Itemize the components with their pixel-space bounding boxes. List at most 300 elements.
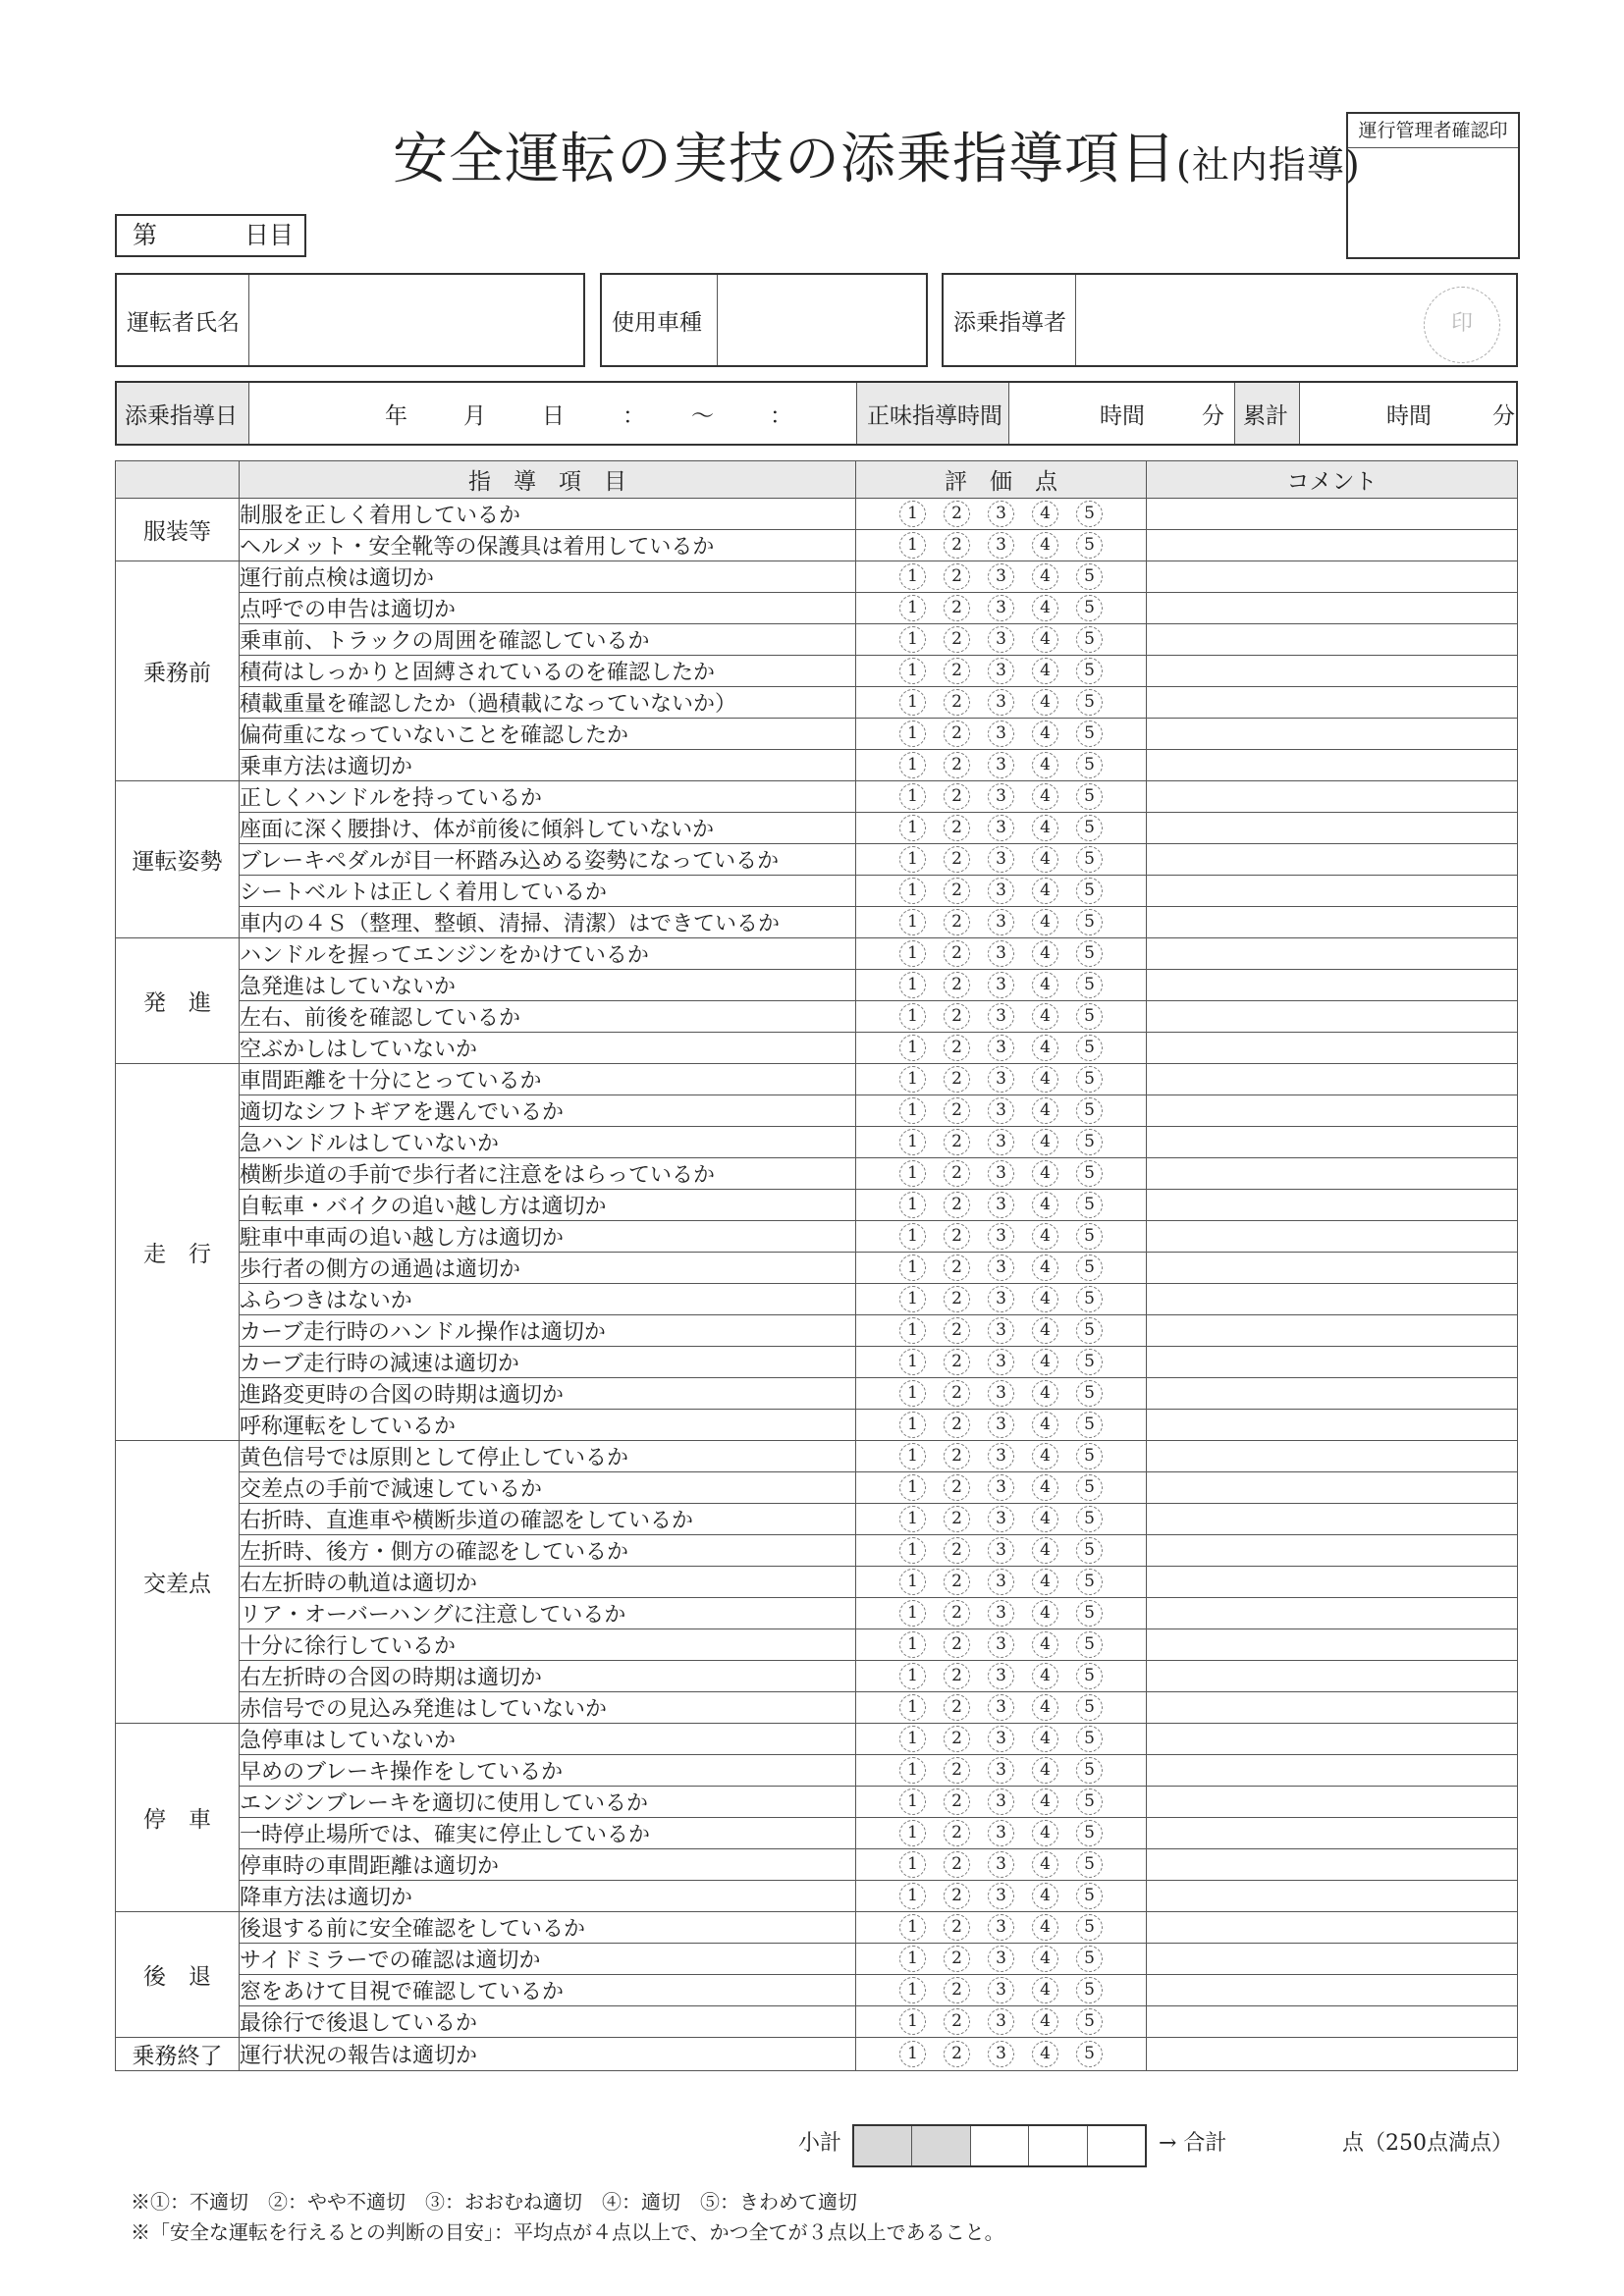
score-option-1[interactable]: 1 bbox=[899, 721, 926, 747]
score-option-3[interactable]: 3 bbox=[988, 689, 1014, 716]
score-option-5[interactable]: 5 bbox=[1076, 940, 1103, 967]
score-option-1[interactable]: 1 bbox=[899, 1506, 926, 1532]
score-option-4[interactable]: 4 bbox=[1032, 815, 1058, 841]
score-option-3[interactable]: 3 bbox=[988, 1506, 1014, 1532]
comment-cell[interactable] bbox=[1147, 1661, 1518, 1692]
score-option-2[interactable]: 2 bbox=[944, 2008, 970, 2035]
comment-cell[interactable] bbox=[1147, 561, 1518, 593]
comment-cell[interactable] bbox=[1147, 1944, 1518, 1975]
score-option-2[interactable]: 2 bbox=[944, 940, 970, 967]
score-option-4[interactable]: 4 bbox=[1032, 1160, 1058, 1187]
score-option-4[interactable]: 4 bbox=[1032, 1789, 1058, 1815]
score-option-3[interactable]: 3 bbox=[988, 532, 1014, 559]
score-option-1[interactable]: 1 bbox=[899, 563, 926, 590]
score-option-1[interactable]: 1 bbox=[899, 1977, 926, 2003]
score-option-2[interactable]: 2 bbox=[944, 1694, 970, 1721]
score-option-1[interactable]: 1 bbox=[899, 1097, 926, 1124]
score-option-2[interactable]: 2 bbox=[944, 1443, 970, 1469]
score-option-1[interactable]: 1 bbox=[899, 1946, 926, 1972]
score-option-5[interactable]: 5 bbox=[1076, 1255, 1103, 1281]
comment-cell[interactable] bbox=[1147, 1849, 1518, 1881]
score-option-3[interactable]: 3 bbox=[988, 1977, 1014, 2003]
score-option-3[interactable]: 3 bbox=[988, 1474, 1014, 1501]
score-option-1[interactable]: 1 bbox=[899, 532, 926, 559]
score-option-2[interactable]: 2 bbox=[944, 1192, 970, 1218]
score-option-1[interactable]: 1 bbox=[899, 1789, 926, 1815]
score-option-3[interactable]: 3 bbox=[988, 1600, 1014, 1627]
score-option-2[interactable]: 2 bbox=[944, 1914, 970, 1941]
score-option-5[interactable]: 5 bbox=[1076, 783, 1103, 810]
score-option-2[interactable]: 2 bbox=[944, 1066, 970, 1093]
comment-cell[interactable] bbox=[1147, 813, 1518, 844]
score-option-1[interactable]: 1 bbox=[899, 1412, 926, 1438]
comment-cell[interactable] bbox=[1147, 719, 1518, 750]
score-option-4[interactable]: 4 bbox=[1032, 1443, 1058, 1469]
score-option-3[interactable]: 3 bbox=[988, 1003, 1014, 1030]
score-option-1[interactable]: 1 bbox=[899, 1726, 926, 1752]
score-option-1[interactable]: 1 bbox=[899, 1160, 926, 1187]
score-option-1[interactable]: 1 bbox=[899, 1286, 926, 1312]
score-option-3[interactable]: 3 bbox=[988, 1789, 1014, 1815]
score-option-2[interactable]: 2 bbox=[944, 689, 970, 716]
score-option-3[interactable]: 3 bbox=[988, 815, 1014, 841]
comment-cell[interactable] bbox=[1147, 1912, 1518, 1944]
score-option-5[interactable]: 5 bbox=[1076, 1160, 1103, 1187]
score-option-3[interactable]: 3 bbox=[988, 2041, 1014, 2067]
score-option-3[interactable]: 3 bbox=[988, 878, 1014, 904]
comment-cell[interactable] bbox=[1147, 499, 1518, 530]
score-option-5[interactable]: 5 bbox=[1076, 2008, 1103, 2035]
driver-name-input[interactable] bbox=[249, 275, 583, 365]
score-option-5[interactable]: 5 bbox=[1076, 752, 1103, 778]
score-option-5[interactable]: 5 bbox=[1076, 1349, 1103, 1375]
comment-cell[interactable] bbox=[1147, 1472, 1518, 1504]
score-option-2[interactable]: 2 bbox=[944, 1977, 970, 2003]
score-option-1[interactable]: 1 bbox=[899, 1914, 926, 1941]
score-option-4[interactable]: 4 bbox=[1032, 1255, 1058, 1281]
comment-cell[interactable] bbox=[1147, 1755, 1518, 1787]
subtotal-cell-2[interactable] bbox=[912, 2126, 970, 2165]
score-option-1[interactable]: 1 bbox=[899, 1129, 926, 1155]
score-option-1[interactable]: 1 bbox=[899, 1757, 926, 1784]
score-option-1[interactable]: 1 bbox=[899, 1255, 926, 1281]
comment-cell[interactable] bbox=[1147, 1033, 1518, 1064]
score-option-4[interactable]: 4 bbox=[1032, 972, 1058, 998]
score-option-1[interactable]: 1 bbox=[899, 1443, 926, 1469]
score-option-4[interactable]: 4 bbox=[1032, 1349, 1058, 1375]
vehicle-type-field[interactable] bbox=[600, 273, 928, 367]
net-time-input[interactable] bbox=[1009, 383, 1235, 444]
score-option-2[interactable]: 2 bbox=[944, 1035, 970, 1061]
score-option-3[interactable]: 3 bbox=[988, 1286, 1014, 1312]
score-option-3[interactable]: 3 bbox=[988, 1349, 1014, 1375]
score-option-1[interactable]: 1 bbox=[899, 1883, 926, 1909]
score-option-3[interactable]: 3 bbox=[988, 501, 1014, 527]
score-option-3[interactable]: 3 bbox=[988, 1883, 1014, 1909]
score-option-2[interactable]: 2 bbox=[944, 846, 970, 873]
comment-cell[interactable] bbox=[1147, 1001, 1518, 1033]
score-option-5[interactable]: 5 bbox=[1076, 1946, 1103, 1972]
score-option-3[interactable]: 3 bbox=[988, 909, 1014, 935]
score-option-4[interactable]: 4 bbox=[1032, 721, 1058, 747]
score-option-4[interactable]: 4 bbox=[1032, 1035, 1058, 1061]
score-option-2[interactable]: 2 bbox=[944, 1412, 970, 1438]
score-option-1[interactable]: 1 bbox=[899, 1663, 926, 1689]
score-option-5[interactable]: 5 bbox=[1076, 846, 1103, 873]
score-option-2[interactable]: 2 bbox=[944, 1569, 970, 1595]
subtotal-cell-5[interactable] bbox=[1088, 2126, 1145, 2165]
score-option-2[interactable]: 2 bbox=[944, 563, 970, 590]
score-option-2[interactable]: 2 bbox=[944, 595, 970, 621]
score-option-4[interactable]: 4 bbox=[1032, 1223, 1058, 1250]
score-option-2[interactable]: 2 bbox=[944, 1946, 970, 1972]
score-option-4[interactable]: 4 bbox=[1032, 1600, 1058, 1627]
score-option-5[interactable]: 5 bbox=[1076, 815, 1103, 841]
score-option-3[interactable]: 3 bbox=[988, 1066, 1014, 1093]
comment-cell[interactable] bbox=[1147, 687, 1518, 719]
score-option-3[interactable]: 3 bbox=[988, 1443, 1014, 1469]
manager-confirm-box[interactable] bbox=[1346, 112, 1520, 259]
score-option-5[interactable]: 5 bbox=[1076, 595, 1103, 621]
comment-cell[interactable] bbox=[1147, 1190, 1518, 1221]
score-option-5[interactable]: 5 bbox=[1076, 1443, 1103, 1469]
score-option-2[interactable]: 2 bbox=[944, 1883, 970, 1909]
score-option-4[interactable]: 4 bbox=[1032, 1851, 1058, 1878]
score-option-1[interactable]: 1 bbox=[899, 1600, 926, 1627]
score-option-3[interactable]: 3 bbox=[988, 563, 1014, 590]
cumulative-input[interactable] bbox=[1300, 383, 1516, 444]
score-option-3[interactable]: 3 bbox=[988, 1914, 1014, 1941]
comment-cell[interactable] bbox=[1147, 938, 1518, 970]
score-option-5[interactable]: 5 bbox=[1076, 1694, 1103, 1721]
score-option-5[interactable]: 5 bbox=[1076, 1192, 1103, 1218]
score-option-4[interactable]: 4 bbox=[1032, 595, 1058, 621]
score-option-4[interactable]: 4 bbox=[1032, 1506, 1058, 1532]
score-option-5[interactable]: 5 bbox=[1076, 1035, 1103, 1061]
subtotal-cell-1[interactable] bbox=[854, 2126, 912, 2165]
comment-cell[interactable] bbox=[1147, 656, 1518, 687]
score-option-3[interactable]: 3 bbox=[988, 658, 1014, 684]
score-option-5[interactable]: 5 bbox=[1076, 563, 1103, 590]
score-option-4[interactable]: 4 bbox=[1032, 783, 1058, 810]
score-option-5[interactable]: 5 bbox=[1076, 1789, 1103, 1815]
score-option-1[interactable]: 1 bbox=[899, 1631, 926, 1658]
score-option-5[interactable]: 5 bbox=[1076, 626, 1103, 653]
score-option-2[interactable]: 2 bbox=[944, 721, 970, 747]
score-option-4[interactable]: 4 bbox=[1032, 1663, 1058, 1689]
score-option-5[interactable]: 5 bbox=[1076, 1631, 1103, 1658]
score-option-2[interactable]: 2 bbox=[944, 1255, 970, 1281]
score-option-3[interactable]: 3 bbox=[988, 1820, 1014, 1846]
score-option-2[interactable]: 2 bbox=[944, 972, 970, 998]
score-option-2[interactable]: 2 bbox=[944, 752, 970, 778]
score-option-2[interactable]: 2 bbox=[944, 1757, 970, 1784]
comment-cell[interactable] bbox=[1147, 1818, 1518, 1849]
comment-cell[interactable] bbox=[1147, 1629, 1518, 1661]
score-option-3[interactable]: 3 bbox=[988, 1192, 1014, 1218]
score-option-2[interactable]: 2 bbox=[944, 626, 970, 653]
driver-name-field[interactable] bbox=[115, 273, 585, 367]
comment-cell[interactable] bbox=[1147, 844, 1518, 876]
score-option-5[interactable]: 5 bbox=[1076, 721, 1103, 747]
score-option-5[interactable]: 5 bbox=[1076, 1820, 1103, 1846]
score-option-3[interactable]: 3 bbox=[988, 1129, 1014, 1155]
score-option-4[interactable]: 4 bbox=[1032, 1066, 1058, 1093]
score-option-4[interactable]: 4 bbox=[1032, 940, 1058, 967]
score-option-5[interactable]: 5 bbox=[1076, 1412, 1103, 1438]
score-option-4[interactable]: 4 bbox=[1032, 1286, 1058, 1312]
score-option-2[interactable]: 2 bbox=[944, 501, 970, 527]
score-option-4[interactable]: 4 bbox=[1032, 752, 1058, 778]
score-option-3[interactable]: 3 bbox=[988, 1223, 1014, 1250]
comment-cell[interactable] bbox=[1147, 1881, 1518, 1912]
comment-cell[interactable] bbox=[1147, 1692, 1518, 1724]
score-option-2[interactable]: 2 bbox=[944, 1537, 970, 1564]
score-option-2[interactable]: 2 bbox=[944, 1286, 970, 1312]
score-option-5[interactable]: 5 bbox=[1076, 972, 1103, 998]
score-option-4[interactable]: 4 bbox=[1032, 532, 1058, 559]
comment-cell[interactable] bbox=[1147, 1253, 1518, 1284]
score-option-3[interactable]: 3 bbox=[988, 940, 1014, 967]
score-option-1[interactable]: 1 bbox=[899, 1537, 926, 1564]
score-option-1[interactable]: 1 bbox=[899, 1317, 926, 1344]
score-option-2[interactable]: 2 bbox=[944, 1663, 970, 1689]
score-option-4[interactable]: 4 bbox=[1032, 909, 1058, 935]
score-option-5[interactable]: 5 bbox=[1076, 1097, 1103, 1124]
score-option-4[interactable]: 4 bbox=[1032, 1380, 1058, 1407]
comment-cell[interactable] bbox=[1147, 1724, 1518, 1755]
score-option-1[interactable]: 1 bbox=[899, 940, 926, 967]
score-option-5[interactable]: 5 bbox=[1076, 1286, 1103, 1312]
comment-cell[interactable] bbox=[1147, 1598, 1518, 1629]
comment-cell[interactable] bbox=[1147, 907, 1518, 938]
comment-cell[interactable] bbox=[1147, 1567, 1518, 1598]
score-option-2[interactable]: 2 bbox=[944, 878, 970, 904]
score-option-2[interactable]: 2 bbox=[944, 532, 970, 559]
comment-cell[interactable] bbox=[1147, 1284, 1518, 1315]
score-option-4[interactable]: 4 bbox=[1032, 563, 1058, 590]
score-option-3[interactable]: 3 bbox=[988, 1097, 1014, 1124]
score-option-1[interactable]: 1 bbox=[899, 1349, 926, 1375]
score-option-5[interactable]: 5 bbox=[1076, 1003, 1103, 1030]
score-option-4[interactable]: 4 bbox=[1032, 1474, 1058, 1501]
score-option-2[interactable]: 2 bbox=[944, 1474, 970, 1501]
score-option-5[interactable]: 5 bbox=[1076, 1066, 1103, 1093]
comment-cell[interactable] bbox=[1147, 1315, 1518, 1347]
score-option-5[interactable]: 5 bbox=[1076, 1380, 1103, 1407]
score-option-5[interactable]: 5 bbox=[1076, 689, 1103, 716]
score-option-2[interactable]: 2 bbox=[944, 1097, 970, 1124]
score-option-1[interactable]: 1 bbox=[899, 1820, 926, 1846]
score-option-5[interactable]: 5 bbox=[1076, 658, 1103, 684]
score-option-5[interactable]: 5 bbox=[1076, 1600, 1103, 1627]
comment-cell[interactable] bbox=[1147, 750, 1518, 781]
score-option-3[interactable]: 3 bbox=[988, 626, 1014, 653]
comment-cell[interactable] bbox=[1147, 624, 1518, 656]
score-option-4[interactable]: 4 bbox=[1032, 1537, 1058, 1564]
score-option-1[interactable]: 1 bbox=[899, 658, 926, 684]
score-option-5[interactable]: 5 bbox=[1076, 1129, 1103, 1155]
score-option-2[interactable]: 2 bbox=[944, 1506, 970, 1532]
score-option-3[interactable]: 3 bbox=[988, 1317, 1014, 1344]
score-option-2[interactable]: 2 bbox=[944, 1789, 970, 1815]
comment-cell[interactable] bbox=[1147, 593, 1518, 624]
comment-cell[interactable] bbox=[1147, 1064, 1518, 1095]
score-option-1[interactable]: 1 bbox=[899, 972, 926, 998]
score-option-1[interactable]: 1 bbox=[899, 783, 926, 810]
score-option-1[interactable]: 1 bbox=[899, 846, 926, 873]
comment-cell[interactable] bbox=[1147, 1975, 1518, 2006]
score-option-4[interactable]: 4 bbox=[1032, 1569, 1058, 1595]
score-option-4[interactable]: 4 bbox=[1032, 2041, 1058, 2067]
score-option-1[interactable]: 1 bbox=[899, 1569, 926, 1595]
score-option-3[interactable]: 3 bbox=[988, 1757, 1014, 1784]
score-option-1[interactable]: 1 bbox=[899, 1694, 926, 1721]
score-option-2[interactable]: 2 bbox=[944, 1317, 970, 1344]
score-option-4[interactable]: 4 bbox=[1032, 1946, 1058, 1972]
score-option-5[interactable]: 5 bbox=[1076, 1914, 1103, 1941]
score-option-4[interactable]: 4 bbox=[1032, 1003, 1058, 1030]
comment-cell[interactable] bbox=[1147, 1410, 1518, 1441]
score-option-4[interactable]: 4 bbox=[1032, 1726, 1058, 1752]
subtotal-cell-4[interactable] bbox=[1029, 2126, 1087, 2165]
score-option-1[interactable]: 1 bbox=[899, 1380, 926, 1407]
score-option-2[interactable]: 2 bbox=[944, 1631, 970, 1658]
comment-cell[interactable] bbox=[1147, 1504, 1518, 1535]
score-option-5[interactable]: 5 bbox=[1076, 1506, 1103, 1532]
score-option-4[interactable]: 4 bbox=[1032, 1317, 1058, 1344]
comment-cell[interactable] bbox=[1147, 876, 1518, 907]
score-option-3[interactable]: 3 bbox=[988, 2008, 1014, 2035]
instructor-field[interactable] bbox=[942, 273, 1518, 367]
score-option-4[interactable]: 4 bbox=[1032, 1129, 1058, 1155]
comment-cell[interactable] bbox=[1147, 2006, 1518, 2038]
comment-cell[interactable] bbox=[1147, 1127, 1518, 1158]
score-option-5[interactable]: 5 bbox=[1076, 532, 1103, 559]
comment-cell[interactable] bbox=[1147, 1221, 1518, 1253]
score-option-4[interactable]: 4 bbox=[1032, 1914, 1058, 1941]
score-option-1[interactable]: 1 bbox=[899, 2008, 926, 2035]
score-option-2[interactable]: 2 bbox=[944, 1600, 970, 1627]
score-option-4[interactable]: 4 bbox=[1032, 878, 1058, 904]
score-option-3[interactable]: 3 bbox=[988, 1726, 1014, 1752]
comment-cell[interactable] bbox=[1147, 2038, 1518, 2071]
score-option-1[interactable]: 1 bbox=[899, 1223, 926, 1250]
score-option-5[interactable]: 5 bbox=[1076, 1223, 1103, 1250]
score-option-1[interactable]: 1 bbox=[899, 689, 926, 716]
score-option-4[interactable]: 4 bbox=[1032, 501, 1058, 527]
score-option-3[interactable]: 3 bbox=[988, 1569, 1014, 1595]
score-option-4[interactable]: 4 bbox=[1032, 1757, 1058, 1784]
score-option-3[interactable]: 3 bbox=[988, 1035, 1014, 1061]
seal-stamp-area[interactable]: 印 bbox=[1424, 287, 1500, 363]
score-option-2[interactable]: 2 bbox=[944, 783, 970, 810]
score-option-3[interactable]: 3 bbox=[988, 1412, 1014, 1438]
score-option-2[interactable]: 2 bbox=[944, 909, 970, 935]
score-option-5[interactable]: 5 bbox=[1076, 909, 1103, 935]
score-option-2[interactable]: 2 bbox=[944, 1003, 970, 1030]
score-option-1[interactable]: 1 bbox=[899, 501, 926, 527]
comment-cell[interactable] bbox=[1147, 1158, 1518, 1190]
score-option-4[interactable]: 4 bbox=[1032, 1412, 1058, 1438]
score-option-2[interactable]: 2 bbox=[944, 1160, 970, 1187]
score-option-5[interactable]: 5 bbox=[1076, 1317, 1103, 1344]
score-option-1[interactable]: 1 bbox=[899, 1003, 926, 1030]
score-option-4[interactable]: 4 bbox=[1032, 1977, 1058, 2003]
score-option-2[interactable]: 2 bbox=[944, 1349, 970, 1375]
score-option-4[interactable]: 4 bbox=[1032, 626, 1058, 653]
day-number-box[interactable] bbox=[115, 214, 306, 257]
score-option-3[interactable]: 3 bbox=[988, 783, 1014, 810]
score-option-1[interactable]: 1 bbox=[899, 909, 926, 935]
score-option-1[interactable]: 1 bbox=[899, 1066, 926, 1093]
score-option-4[interactable]: 4 bbox=[1032, 1097, 1058, 1124]
comment-cell[interactable] bbox=[1147, 530, 1518, 561]
vehicle-type-input[interactable] bbox=[718, 275, 926, 365]
score-option-3[interactable]: 3 bbox=[988, 595, 1014, 621]
score-option-2[interactable]: 2 bbox=[944, 2041, 970, 2067]
score-option-4[interactable]: 4 bbox=[1032, 846, 1058, 873]
comment-cell[interactable] bbox=[1147, 1095, 1518, 1127]
comment-cell[interactable] bbox=[1147, 781, 1518, 813]
score-option-3[interactable]: 3 bbox=[988, 1380, 1014, 1407]
score-option-5[interactable]: 5 bbox=[1076, 1537, 1103, 1564]
score-option-4[interactable]: 4 bbox=[1032, 658, 1058, 684]
score-option-4[interactable]: 4 bbox=[1032, 1820, 1058, 1846]
comment-cell[interactable] bbox=[1147, 1535, 1518, 1567]
score-option-5[interactable]: 5 bbox=[1076, 1569, 1103, 1595]
score-option-3[interactable]: 3 bbox=[988, 1663, 1014, 1689]
score-option-2[interactable]: 2 bbox=[944, 1726, 970, 1752]
score-option-3[interactable]: 3 bbox=[988, 1160, 1014, 1187]
subtotal-cell-3[interactable] bbox=[971, 2126, 1029, 2165]
score-option-5[interactable]: 5 bbox=[1076, 501, 1103, 527]
score-option-1[interactable]: 1 bbox=[899, 1851, 926, 1878]
comment-cell[interactable] bbox=[1147, 1787, 1518, 1818]
score-option-2[interactable]: 2 bbox=[944, 1223, 970, 1250]
score-option-2[interactable]: 2 bbox=[944, 1851, 970, 1878]
score-option-1[interactable]: 1 bbox=[899, 1192, 926, 1218]
score-option-4[interactable]: 4 bbox=[1032, 1694, 1058, 1721]
score-option-3[interactable]: 3 bbox=[988, 752, 1014, 778]
score-option-3[interactable]: 3 bbox=[988, 1537, 1014, 1564]
score-option-4[interactable]: 4 bbox=[1032, 2008, 1058, 2035]
score-option-3[interactable]: 3 bbox=[988, 1694, 1014, 1721]
score-option-1[interactable]: 1 bbox=[899, 1474, 926, 1501]
score-option-5[interactable]: 5 bbox=[1076, 1726, 1103, 1752]
score-option-2[interactable]: 2 bbox=[944, 1380, 970, 1407]
score-option-5[interactable]: 5 bbox=[1076, 1474, 1103, 1501]
manager-confirm-seal-area[interactable] bbox=[1348, 148, 1518, 260]
score-option-1[interactable]: 1 bbox=[899, 2041, 926, 2067]
date-input[interactable] bbox=[249, 383, 857, 444]
score-option-5[interactable]: 5 bbox=[1076, 2041, 1103, 2067]
score-option-4[interactable]: 4 bbox=[1032, 689, 1058, 716]
score-option-1[interactable]: 1 bbox=[899, 878, 926, 904]
score-option-4[interactable]: 4 bbox=[1032, 1631, 1058, 1658]
score-option-5[interactable]: 5 bbox=[1076, 1757, 1103, 1784]
score-option-5[interactable]: 5 bbox=[1076, 1977, 1103, 2003]
score-option-3[interactable]: 3 bbox=[988, 1255, 1014, 1281]
score-option-5[interactable]: 5 bbox=[1076, 1663, 1103, 1689]
score-option-2[interactable]: 2 bbox=[944, 1820, 970, 1846]
score-option-3[interactable]: 3 bbox=[988, 846, 1014, 873]
score-option-1[interactable]: 1 bbox=[899, 815, 926, 841]
instructor-input[interactable] bbox=[1076, 275, 1516, 365]
score-option-1[interactable]: 1 bbox=[899, 1035, 926, 1061]
score-option-5[interactable]: 5 bbox=[1076, 1883, 1103, 1909]
score-option-3[interactable]: 3 bbox=[988, 972, 1014, 998]
